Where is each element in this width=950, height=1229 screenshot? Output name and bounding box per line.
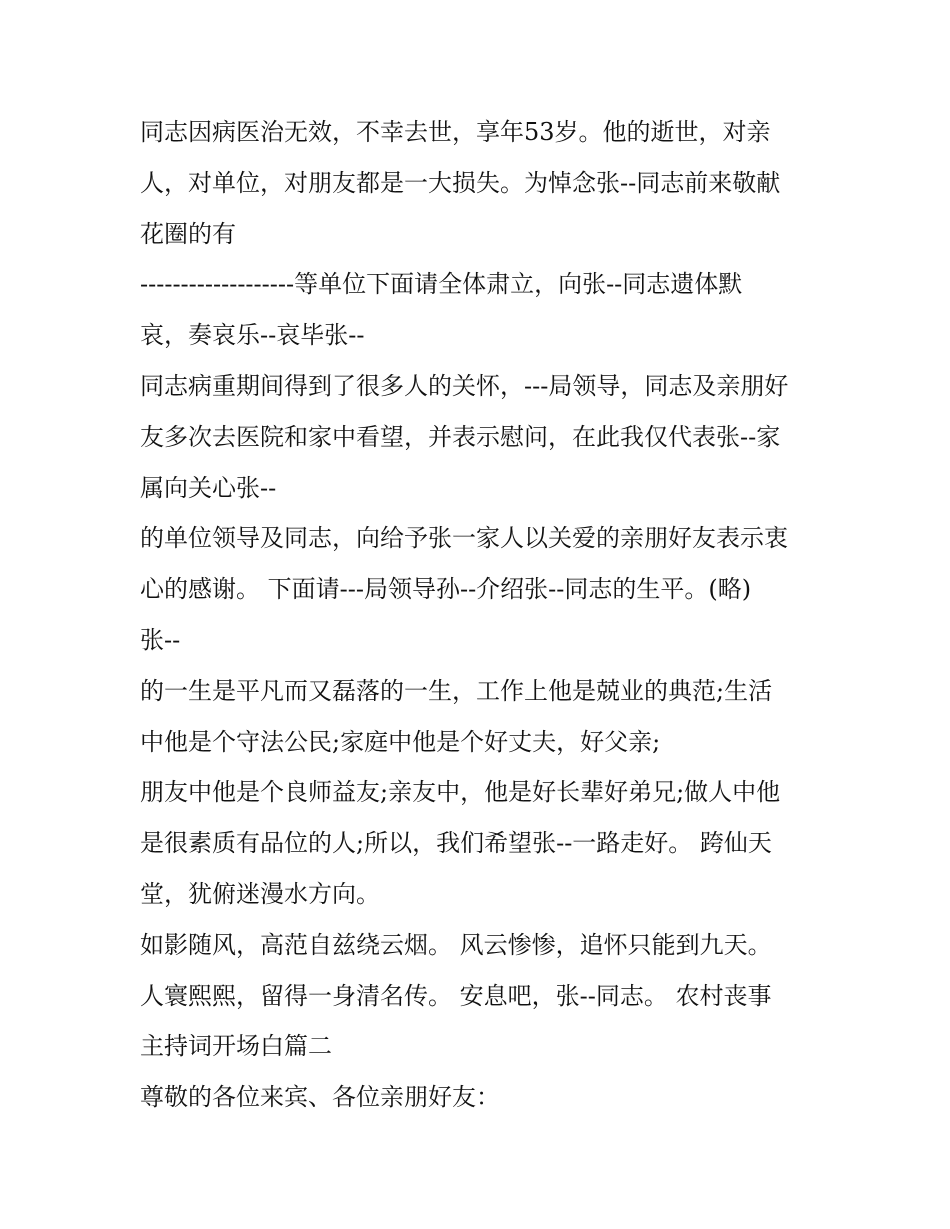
text-line: 是很素质有品位的人;所以，我们希望张--一路走好。 跨仙天 [140, 829, 772, 858]
salutation-line: 尊敬的各位来宾、各位亲朋好友： [140, 1083, 500, 1112]
text-line: 堂，犹俯迷漫水方向。 [140, 879, 380, 908]
text-line: 人寰熙熙，留得一身清名传。 安息吧，张--同志。 农村丧事 [140, 981, 772, 1010]
text-line: 朋友中他是个良师益友;亲友中，他是好长辈好弟兄;做人中他 [140, 778, 781, 807]
text-line: -------------------等单位下面请全体肃立，向张--同志遗体默 [140, 270, 743, 299]
text-line: 中他是个守法公民;家庭中他是个好丈夫，好父亲; [140, 727, 661, 756]
text-line: 的单位领导及同志，向给予张一家人以关爱的亲朋好友表示衷 [140, 524, 788, 553]
text-line: 同志病重期间得到了很多人的关怀，---局领导，同志及亲朋好 [140, 371, 789, 400]
text-line: 如影随风，高范自兹绕云烟。 风云惨惨，追怀只能到九天。 [140, 930, 772, 959]
section-heading: 主持词开场白篇二 [140, 1032, 332, 1061]
document-body [140, 107, 820, 1123]
text-line: 人，对单位，对朋友都是一大损失。为悼念张--同志前来敬献 [140, 168, 781, 197]
text-line: 花圈的有 [140, 219, 236, 248]
text-line: 属向关心张-- [140, 473, 277, 502]
text-line: 心的感谢。 下面请---局领导孙--介绍张--同志的生平。(略) [140, 575, 752, 604]
text-line: 的一生是平凡而又磊落的一生，工作上他是兢业的典范;生活 [140, 676, 773, 705]
text-line: 同志因病医治无效，不幸去世，享年53岁。他的逝世，对亲 [140, 118, 771, 146]
text-line: 张-- [140, 625, 181, 654]
text-line: 哀，奏哀乐--哀毕张-- [140, 321, 365, 350]
text-line: 友多次去医院和家中看望，并表示慰问，在此我仅代表张--家 [140, 422, 781, 451]
